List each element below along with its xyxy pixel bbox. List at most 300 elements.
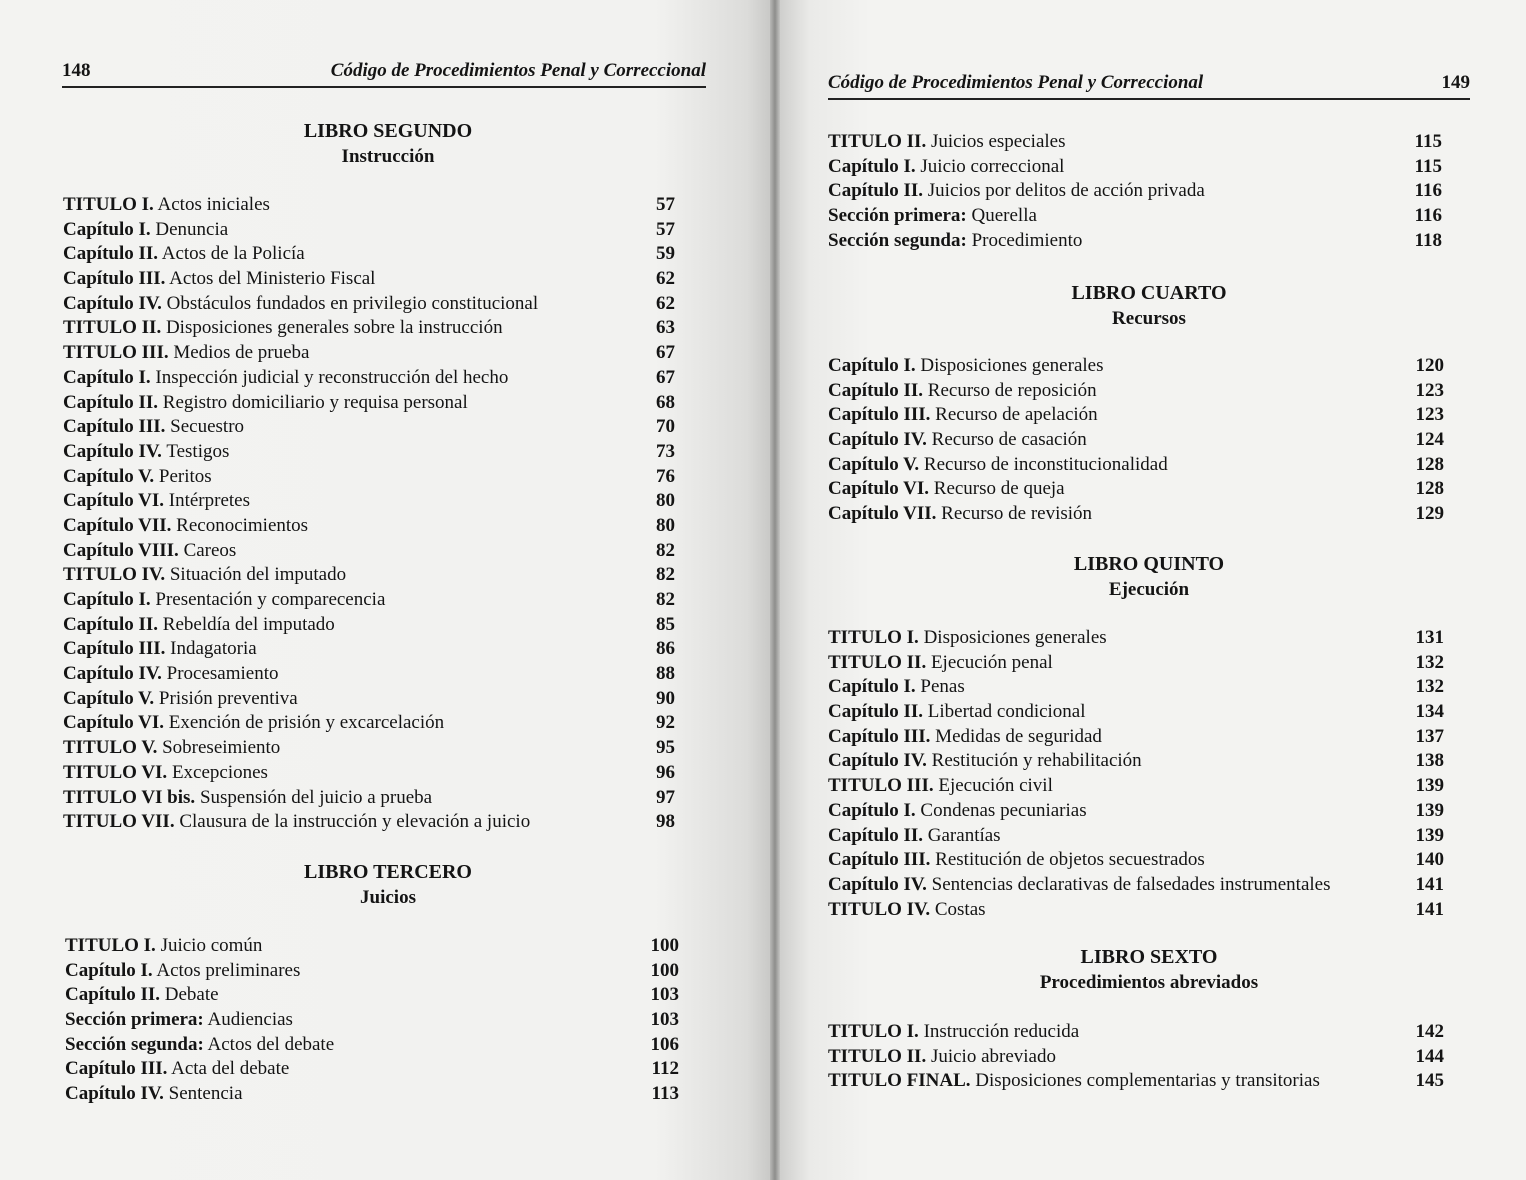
toc-entry-text: Disposiciones complementarias y transitorias: [970, 1070, 1320, 1092]
toc-entry-page: 86: [656, 638, 675, 660]
toc-entry: [63, 810, 675, 835]
toc-entry-kind: Capítulo II.: [828, 701, 924, 723]
toc-entry-label: [828, 774, 1053, 799]
toc-entry: [828, 204, 1442, 229]
toc-entry-label: [63, 810, 530, 835]
toc-entry-page: 116: [1414, 205, 1442, 227]
toc-entry-label: [828, 675, 965, 700]
toc-entry-kind: Sección primera:: [65, 1009, 204, 1031]
toc-entry-page: 139: [1415, 824, 1444, 846]
toc-entry: [63, 539, 675, 564]
toc-entry-text: Actos iniciales: [153, 194, 270, 215]
toc-entry-kind: TITULO II.: [828, 1045, 927, 1067]
toc-entry-label: [65, 1033, 334, 1058]
toc-entry: [828, 824, 1444, 849]
toc-entry-page: 113: [651, 1083, 679, 1105]
toc-entry-kind: TITULO I.: [65, 935, 156, 956]
toc-entry-page: 57: [656, 194, 675, 215]
libro-subtitle: Instrucción: [341, 146, 435, 167]
toc-entry-text: Denuncia: [150, 218, 229, 240]
toc-entry: [63, 391, 675, 416]
toc-entry-text: Inspección judicial y reconstrucción del hecho: [150, 366, 509, 388]
toc-entry-page: 115: [1414, 155, 1442, 177]
toc-entry-text: Medios de prueba: [168, 342, 310, 364]
toc-entry: [63, 489, 675, 514]
toc-entry-text: Recurso de queja: [929, 478, 1065, 500]
toc-entry-text: Recurso de apelación: [930, 404, 1098, 426]
toc-entry-kind: Sección segunda:: [828, 229, 967, 251]
toc-entry-page: 96: [656, 761, 675, 783]
right-page: [780, 0, 1526, 1180]
toc-entry-label: [828, 725, 1102, 750]
toc-entry-text: Situación del imputado: [165, 564, 347, 586]
toc-entry-page: 95: [656, 737, 675, 759]
toc-entry-kind: TITULO I.: [828, 1021, 919, 1042]
toc-entry-page: 128: [1415, 478, 1444, 500]
toc-entry-label: [63, 563, 346, 588]
toc-entry-label: [63, 662, 279, 687]
toc-entry: [63, 711, 675, 736]
toc-entry-page: 132: [1415, 651, 1444, 673]
toc-entry: [63, 613, 675, 638]
toc-entry-text: Penas: [915, 676, 965, 698]
toc-entry-label: [63, 193, 270, 218]
toc-entry: [828, 1069, 1444, 1094]
toc-entry-label: [828, 179, 1205, 204]
toc-entry-page: 100: [650, 935, 679, 956]
page-number: 149: [1441, 72, 1470, 93]
toc-entry-kind: Capítulo VI.: [63, 490, 165, 512]
toc-entry-page: 139: [1415, 799, 1444, 821]
toc-entry-label: [63, 316, 503, 341]
toc-entry: [828, 848, 1444, 873]
toc-entry-text: Exención de prisión y excarcelación: [164, 712, 445, 734]
toc-entry: [828, 774, 1444, 799]
toc-entry-text: Disposiciones generales: [915, 355, 1104, 376]
toc-entry-page: 140: [1415, 849, 1444, 871]
toc-entry-text: Testigos: [161, 440, 230, 462]
toc-entry-kind: Capítulo I.: [65, 959, 153, 981]
toc-entry-label: [828, 700, 1086, 725]
toc-entry-kind: Capítulo IV.: [828, 750, 927, 772]
toc-entry-page: 98: [656, 811, 675, 833]
toc-entry-label: [65, 1082, 243, 1107]
toc-entry-page: 63: [656, 317, 675, 339]
toc-entry-kind: Capítulo II.: [63, 243, 159, 265]
toc-entry-kind: Capítulo VII.: [63, 514, 172, 536]
toc-entry-text: Actos del Ministerio Fiscal: [165, 268, 376, 290]
toc-entry-label: [65, 934, 262, 959]
toc-entry: [63, 440, 675, 465]
toc-entry-label: [828, 1045, 1056, 1070]
toc-entry: [65, 1008, 679, 1033]
toc-entry-label: [63, 292, 538, 317]
toc-entry-text: Procedimiento: [966, 229, 1083, 251]
toc-entry-page: 123: [1415, 379, 1444, 401]
toc-entry-text: Acta del debate: [167, 1058, 290, 1080]
toc-entry-kind: Capítulo VIII.: [63, 539, 179, 561]
toc-entry-kind: TITULO III.: [828, 775, 934, 797]
toc-entry: [63, 786, 675, 811]
toc-entry: [828, 1045, 1444, 1070]
toc-entry-label: [63, 465, 212, 490]
toc-entry-kind: Capítulo IV.: [63, 292, 162, 314]
toc-entry-kind: Capítulo I.: [63, 366, 151, 388]
running-title: Código de Procedimientos Penal y Correccional: [330, 60, 706, 81]
toc-entry-label: [828, 799, 1087, 824]
toc-entry: [63, 316, 675, 341]
toc-entry-page: 67: [656, 366, 675, 388]
toc-entry-text: Debate: [160, 984, 219, 1006]
toc-entry-text: Recurso de reposición: [923, 379, 1097, 401]
toc-entry-kind: Capítulo IV.: [63, 440, 162, 462]
toc-list: [828, 1020, 1444, 1094]
toc-entry: [65, 959, 679, 984]
toc-entry-text: Instrucción reducida: [918, 1021, 1080, 1042]
toc-entry-kind: TITULO VI bis.: [63, 786, 196, 808]
toc-entry-text: Presentación y comparecencia: [150, 589, 386, 610]
toc-entry: [63, 267, 675, 292]
toc-entry-label: [828, 477, 1065, 502]
page-header: [828, 72, 1470, 100]
toc-entry-label: [63, 761, 268, 786]
toc-entry-label: [65, 1008, 293, 1033]
toc-entry: [828, 898, 1444, 923]
toc-entry-text: Procesamiento: [161, 663, 279, 685]
toc-entry-kind: Capítulo III.: [828, 725, 931, 747]
toc-entry-page: 59: [656, 243, 675, 265]
toc-entry-page: 132: [1415, 676, 1444, 698]
toc-entry-label: [63, 267, 375, 292]
toc-entry-page: 62: [656, 268, 675, 290]
toc-entry-text: Juicios especiales: [926, 131, 1066, 152]
toc-entry-page: 144: [1415, 1045, 1444, 1067]
libro-subtitle: Juicios: [360, 887, 416, 908]
toc-entry-text: Ejecución penal: [926, 651, 1053, 673]
toc-entry-kind: TITULO III.: [63, 342, 169, 364]
toc-entry: [63, 563, 675, 588]
toc-entry: [828, 749, 1444, 774]
toc-entry-text: Obstáculos fundados en privilegio constitucional: [161, 292, 539, 314]
toc-entry-kind: Capítulo V.: [828, 453, 920, 475]
toc-entry: [828, 379, 1444, 404]
page-header: [62, 60, 706, 88]
toc-entry-text: Actos de la Policía: [158, 243, 305, 265]
toc-entry-page: 134: [1415, 701, 1444, 723]
toc-entry: [828, 403, 1444, 428]
toc-entry-text: Indagatoria: [165, 638, 257, 660]
toc-entry-text: Medidas de seguridad: [930, 725, 1102, 747]
libro-subtitle: Ejecución: [1108, 579, 1190, 600]
toc-entry-label: [63, 736, 280, 761]
toc-entry-text: Peritos: [154, 465, 212, 487]
toc-entry: [63, 341, 675, 366]
libro-title: LIBRO TERCERO: [303, 861, 472, 883]
toc-entry-text: Disposiciones generales sobre la instrucción: [161, 317, 503, 339]
toc-entry-label: [63, 489, 250, 514]
toc-entry-label: [63, 711, 444, 736]
libro-heading: [62, 118, 714, 170]
toc-entry-label: [65, 1057, 289, 1082]
toc-entry-page: 62: [656, 292, 675, 314]
toc-entry-label: [65, 959, 300, 984]
toc-entry-page: 88: [656, 663, 675, 685]
libro-title: LIBRO CUARTO: [1071, 282, 1227, 304]
toc-entry-text: Actos del debate: [203, 1033, 335, 1055]
toc-entry-text: Juicio correccional: [915, 155, 1065, 177]
toc-entry-kind: Capítulo V.: [63, 687, 155, 709]
toc-entry-kind: TITULO FINAL.: [828, 1070, 971, 1092]
toc-entry-kind: Capítulo II.: [65, 984, 161, 1006]
toc-entry: [63, 366, 675, 391]
toc-entry-page: 82: [656, 589, 675, 610]
toc-entry-page: 120: [1415, 355, 1444, 376]
toc-entry-text: Prisión preventiva: [154, 687, 298, 709]
toc-entry: [828, 1020, 1444, 1045]
toc-list: [828, 354, 1444, 527]
toc-entry-label: [63, 391, 468, 416]
toc-entry-page: 145: [1415, 1070, 1444, 1092]
toc-entry: [63, 514, 675, 539]
toc-list: [65, 934, 679, 1107]
toc-entry: [63, 465, 675, 490]
toc-entry-label: [63, 514, 308, 539]
toc-entry-text: Disposiciones generales: [918, 627, 1107, 648]
toc-entry-label: [828, 1020, 1079, 1045]
toc-entry-page: 139: [1415, 775, 1444, 797]
toc-entry-kind: TITULO II.: [63, 317, 162, 339]
toc-entry: [828, 799, 1444, 824]
toc-entry-page: 73: [656, 440, 675, 462]
toc-entry-text: Restitución y rehabilitación: [926, 750, 1142, 772]
toc-list: [63, 193, 675, 835]
toc-entry-text: Recurso de inconstitucionalidad: [919, 453, 1168, 475]
toc-entry: [828, 229, 1442, 254]
toc-entry-label: [63, 440, 229, 465]
libro-subtitle: Procedimientos abreviados: [1039, 972, 1259, 993]
toc-entry-kind: TITULO VI.: [63, 761, 168, 783]
toc-entry-page: 67: [656, 342, 675, 364]
toc-entry-text: Intérpretes: [164, 490, 250, 512]
toc-entry-page: 116: [1414, 180, 1442, 202]
toc-entry-page: 68: [656, 391, 675, 413]
toc-entry: [63, 662, 675, 687]
toc-entry-kind: Capítulo II.: [828, 824, 924, 846]
toc-entry-page: 90: [656, 687, 675, 709]
toc-entry-kind: Capítulo VII.: [828, 503, 937, 525]
toc-entry: [828, 130, 1442, 155]
libro-heading: [828, 551, 1470, 603]
toc-entry-label: [828, 824, 1001, 849]
toc-list: [828, 626, 1444, 922]
toc-entry-text: Careos: [178, 539, 237, 561]
toc-entry-kind: Capítulo IV.: [828, 429, 927, 451]
toc-entry-label: [63, 415, 244, 440]
toc-entry-text: Sobreseimiento: [157, 737, 281, 759]
toc-entry-label: [63, 687, 298, 712]
toc-entry-kind: Capítulo III.: [65, 1058, 168, 1080]
toc-entry-text: Libertad condicional: [923, 701, 1086, 723]
toc-entry-kind: Sección primera:: [828, 205, 967, 227]
toc-entry-label: [63, 613, 335, 638]
toc-entry: [65, 1082, 679, 1107]
book-gutter: [770, 0, 780, 1180]
toc-entry: [828, 179, 1442, 204]
toc-entry-label: [63, 539, 236, 564]
toc-entry: [65, 1033, 679, 1058]
toc-entry: [63, 193, 675, 218]
toc-entry-label: [828, 204, 1037, 229]
toc-entry-label: [828, 626, 1107, 651]
toc-entry-page: 141: [1415, 873, 1444, 895]
toc-entry-kind: TITULO II.: [828, 131, 927, 152]
toc-entry-kind: TITULO VII.: [63, 811, 175, 833]
toc-entry: [828, 651, 1444, 676]
toc-entry-page: 100: [650, 959, 679, 981]
toc-entry-page: 82: [656, 539, 675, 561]
toc-entry-kind: Capítulo II.: [828, 379, 924, 401]
toc-entry-text: Audiencias: [203, 1009, 293, 1031]
toc-entry: [828, 453, 1444, 478]
toc-entry: [65, 1057, 679, 1082]
toc-entry-label: [63, 242, 305, 267]
toc-entry: [65, 983, 679, 1008]
toc-entry-label: [828, 403, 1098, 428]
toc-entry-text: Actos preliminares: [152, 959, 301, 981]
toc-entry-text: Excepciones: [167, 761, 268, 783]
toc-entry: [63, 292, 675, 317]
toc-entry-kind: Capítulo III.: [63, 638, 166, 660]
toc-entry-page: 92: [656, 712, 675, 734]
toc-entry: [828, 428, 1444, 453]
toc-entry-text: Secuestro: [165, 416, 245, 438]
toc-entry-label: [63, 588, 385, 613]
toc-entry-kind: Capítulo III.: [63, 268, 166, 290]
toc-entry-text: Condenas pecuniarias: [915, 799, 1087, 821]
toc-entry: [63, 242, 675, 267]
toc-entry-page: 80: [656, 490, 675, 512]
toc-entry-kind: Sección segunda:: [65, 1033, 204, 1055]
toc-entry-page: 129: [1415, 503, 1444, 525]
toc-entry: [828, 626, 1444, 651]
toc-entry-kind: TITULO V.: [63, 737, 158, 759]
toc-entry: [63, 761, 675, 786]
toc-entry-label: [828, 1069, 1320, 1094]
toc-entry: [828, 502, 1444, 527]
toc-entry-page: 106: [650, 1033, 679, 1055]
toc-entry: [828, 155, 1442, 180]
toc-entry-label: [65, 983, 219, 1008]
toc-entry-text: Sentencia: [163, 1083, 243, 1105]
toc-entry-text: Clausura de la instrucción y elevación a juicio: [174, 811, 531, 833]
toc-entry-page: 97: [656, 786, 675, 808]
toc-entry-kind: TITULO I.: [63, 194, 154, 215]
toc-entry-label: [828, 354, 1103, 379]
toc-entry-page: 57: [656, 218, 675, 240]
toc-entry-label: [828, 130, 1066, 155]
toc-entry-label: [828, 848, 1205, 873]
toc-entry-label: [63, 218, 228, 243]
toc-entry-page: 141: [1415, 898, 1444, 920]
toc-entry-text: Costas: [930, 898, 986, 920]
toc-entry: [63, 637, 675, 662]
toc-entry: [65, 934, 679, 959]
toc-entry-kind: Capítulo I.: [828, 799, 916, 821]
toc-entry-page: 138: [1415, 750, 1444, 772]
libro-title: LIBRO QUINTO: [1073, 553, 1225, 575]
toc-entry: [828, 354, 1444, 379]
toc-entry-page: 118: [1414, 229, 1442, 251]
toc-entry-text: Sentencias declarativas de falsedades instrumentales: [926, 873, 1331, 895]
toc-entry-text: Juicio común: [155, 935, 263, 956]
toc-entry-label: [828, 229, 1082, 254]
toc-entry-text: Suspensión del juicio a prueba: [195, 786, 433, 808]
running-title: Código de Procedimientos Penal y Correccional: [828, 72, 1204, 93]
libro-title: LIBRO SEXTO: [1080, 946, 1218, 968]
page-number: 148: [62, 60, 91, 81]
toc-entry-kind: Capítulo V.: [63, 465, 155, 487]
libro-heading: [828, 944, 1470, 996]
toc-entry-page: 76: [656, 465, 675, 487]
toc-entry-text: Garantías: [923, 824, 1001, 846]
toc-entry-kind: TITULO II.: [828, 651, 927, 673]
toc-entry-text: Ejecución civil: [933, 775, 1053, 797]
toc-entry-label: [828, 502, 1092, 527]
toc-entry: [828, 725, 1444, 750]
toc-entry-page: 103: [650, 1009, 679, 1031]
toc-entry-kind: TITULO IV.: [63, 564, 166, 586]
toc-entry-kind: Capítulo I.: [63, 589, 151, 610]
toc-entry-kind: Capítulo VI.: [63, 712, 165, 734]
toc-entry-kind: Capítulo I.: [828, 355, 916, 376]
toc-entry-text: Juicio abreviado: [926, 1045, 1056, 1067]
toc-entry: [828, 675, 1444, 700]
libro-heading: [62, 859, 714, 911]
toc-entry-kind: Capítulo VI.: [828, 478, 930, 500]
toc-entry-page: 80: [656, 514, 675, 536]
toc-entry-label: [828, 428, 1087, 453]
toc-entry-page: 85: [656, 613, 675, 635]
toc-entry: [828, 477, 1444, 502]
toc-entry-kind: Capítulo IV.: [63, 663, 162, 685]
toc-entry-page: 103: [650, 984, 679, 1006]
toc-entry-kind: Capítulo II.: [63, 613, 159, 635]
toc-entry-label: [828, 651, 1053, 676]
toc-entry-label: [828, 453, 1168, 478]
toc-entry-label: [63, 366, 508, 391]
toc-entry: [63, 588, 675, 613]
toc-entry-page: 112: [651, 1058, 679, 1080]
toc-entry-page: 137: [1415, 725, 1444, 747]
libro-title: LIBRO SEGUNDO: [303, 120, 473, 142]
toc-entry-page: 115: [1414, 131, 1442, 152]
toc-entry-text: Registro domiciliario y requisa personal: [158, 391, 468, 413]
toc-entry-label: [828, 749, 1142, 774]
toc-entry-kind: Capítulo IV.: [828, 873, 927, 895]
toc-entry-label: [63, 637, 257, 662]
toc-entry-kind: TITULO I.: [828, 627, 919, 648]
toc-entry-page: 128: [1415, 453, 1444, 475]
toc-entry-page: 124: [1415, 429, 1444, 451]
toc-entry-text: Querella: [966, 205, 1037, 227]
toc-entry-kind: Capítulo III.: [828, 404, 931, 426]
toc-entry-kind: TITULO IV.: [828, 898, 931, 920]
toc-entry: [63, 687, 675, 712]
toc-entry-page: 82: [656, 564, 675, 586]
toc-entry-text: Recurso de revisión: [936, 503, 1093, 525]
toc-entry: [828, 700, 1444, 725]
toc-entry-text: Reconocimientos: [171, 514, 309, 536]
